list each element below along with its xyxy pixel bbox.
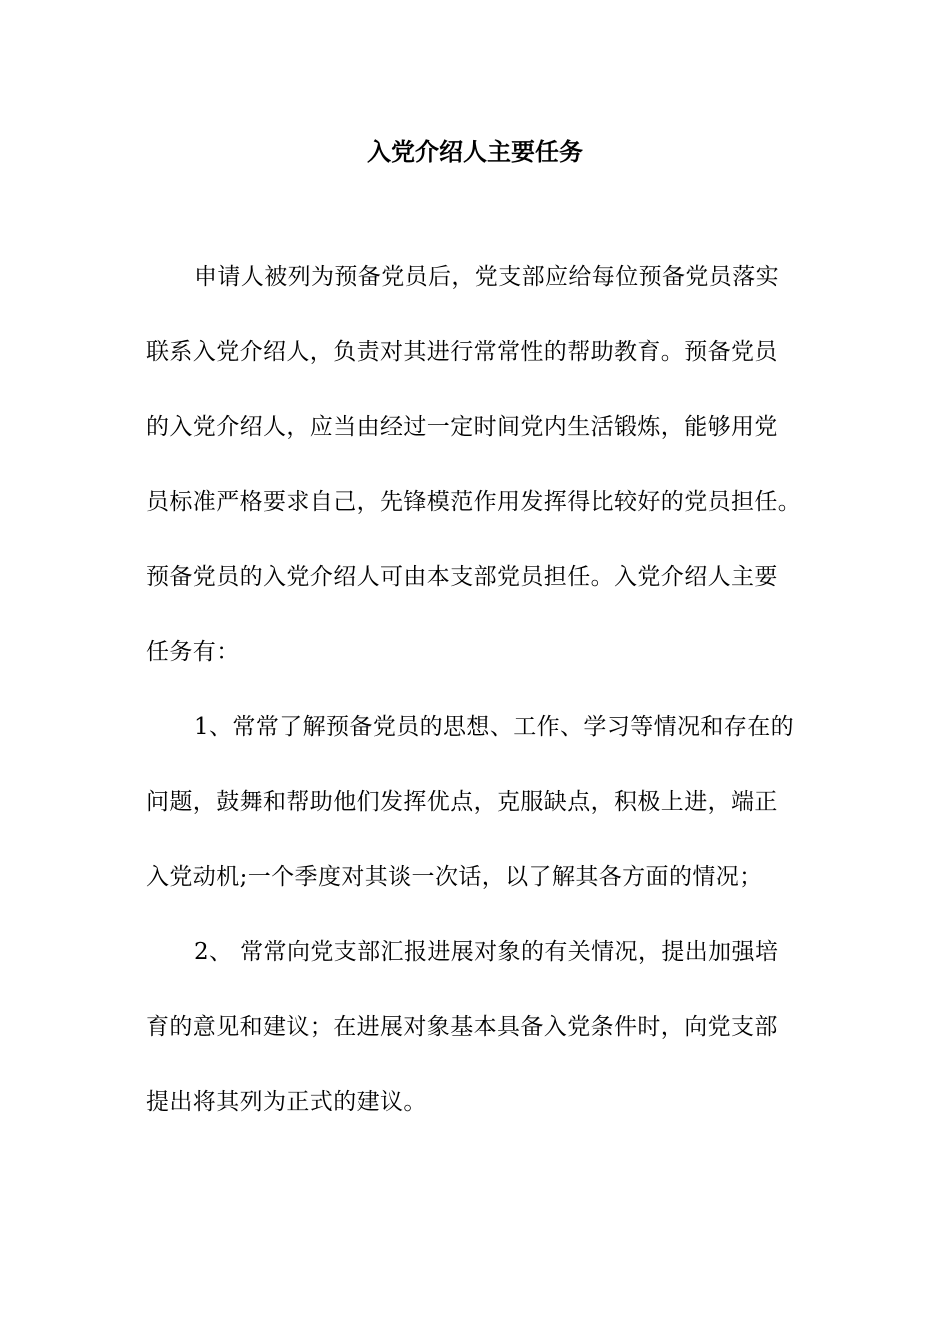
paragraph-line: 的入党介绍人，应当由经过一定时间党内生活锻炼，能够用党 xyxy=(146,414,778,440)
list-item-line: 1、常常了解预备党员的思想、工作、学习等情况和存在的 xyxy=(194,714,795,740)
document-title: 入党介绍人主要任务 xyxy=(367,137,583,166)
paragraph-line: 任务有： xyxy=(146,639,240,665)
list-item-line: 入党动机;一个季度对其谈一次话，以了解其各方面的情况； xyxy=(146,864,763,890)
list-item-line: 提出将其列为正式的建议。 xyxy=(146,1089,427,1115)
list-item-line: 育的意见和建议；在进展对象基本具备入党条件时，向党支部 xyxy=(146,1014,778,1040)
paragraph-line: 预备党员的入党介绍人可由本支部党员担任。入党介绍人主要 xyxy=(146,564,778,590)
paragraph-line: 联系入党介绍人，负责对其进行常常性的帮助教育。预备党员 xyxy=(146,339,778,365)
list-item-line: 问题，鼓舞和帮助他们发挥优点，克服缺点，积极上进，端正 xyxy=(146,789,778,815)
list-item-line: 2、 常常向党支部汇报进展对象的有关情况，提出加强培 xyxy=(194,939,779,965)
paragraph-line: 员标准严格要求自己，先锋模范作用发挥得比较好的党员担任。 xyxy=(146,489,802,515)
paragraph-line: 申请人被列为预备党员后，党支部应给每位预备党员落实 xyxy=(194,264,779,290)
